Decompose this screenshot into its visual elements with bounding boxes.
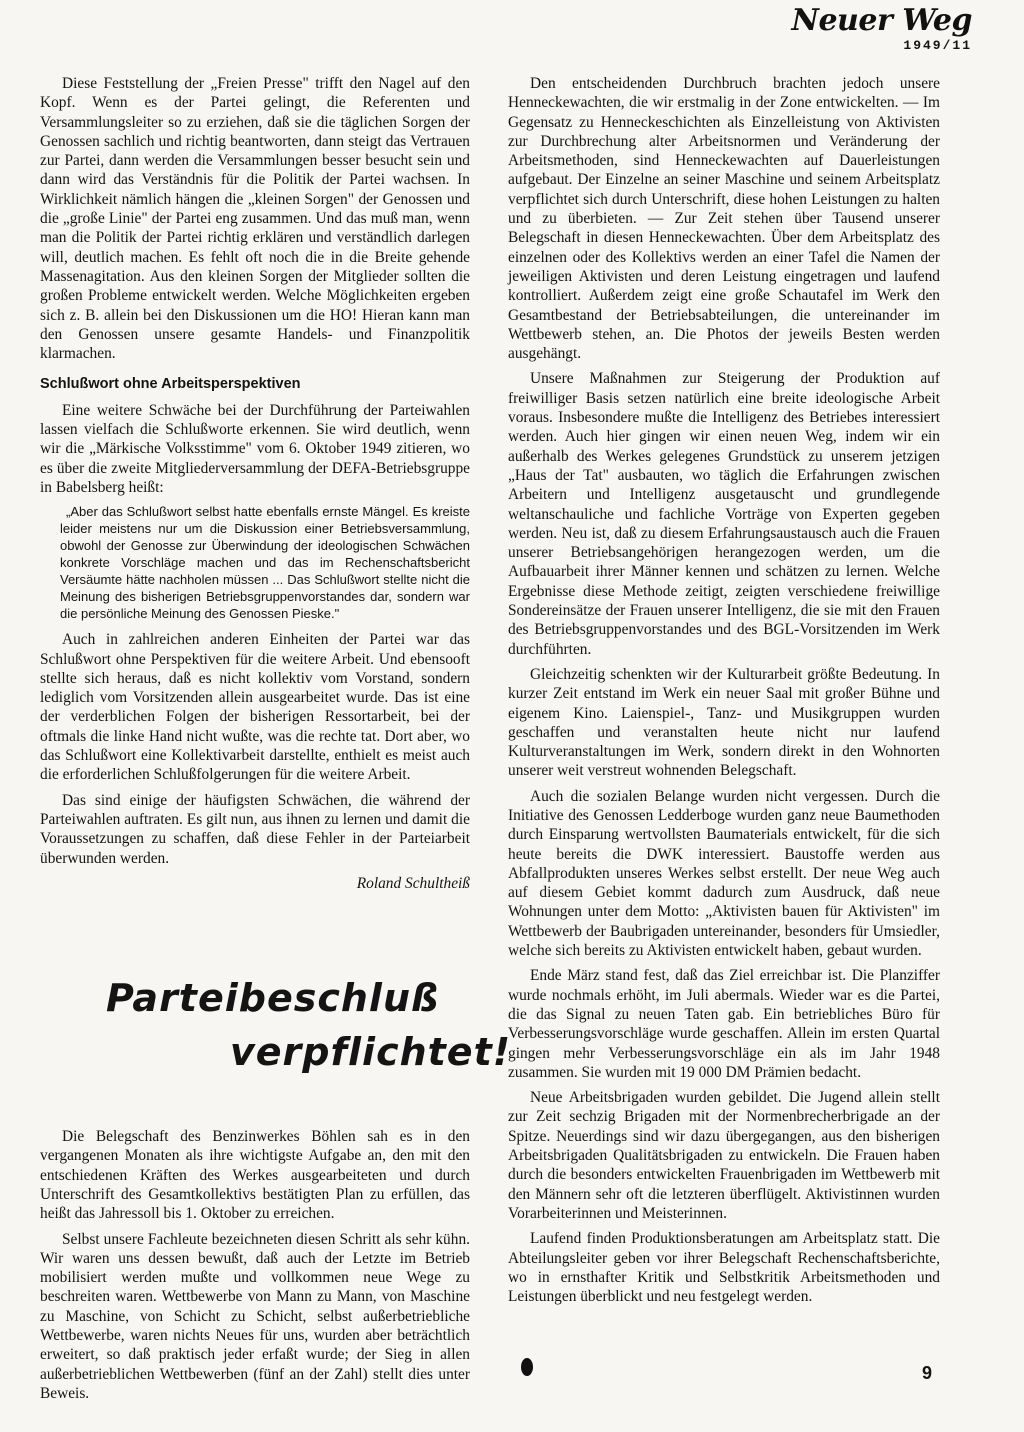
article-paragraph: Laufend finden Produktionsberatungen am Arbeitsplatz statt. Die Abteilungsleiter geben vor ihrer Belegschaft Rechenschaftsberichte, wo in ernsthafter Kritik und Selbstkritik Arbeitsmethoden und Leistungen überblickt und neu festgelegt werden.: [508, 1230, 940, 1306]
article-paragraph: Gleichzeitig schenkten wir der Kulturarbeit größte Bedeutung. In kurzer Zeit entstand im Werk ein neuer Saal mit großer Bühne und eigenem Kino. Laienspiel-, Tanz- und Musikgruppen wurden geschaffen und veranstalten heute nicht nur laufend Kulturveranstaltungen im Werk, sondern direkt in den Wohnorten unserer weit verstreut wohnenden Belegschaft.: [508, 665, 940, 780]
article-headline: [40, 971, 512, 1079]
right-column: [508, 74, 940, 1312]
headline-line-1: Parteibeschluß: [106, 976, 440, 1021]
article-paragraph: Unsere Maßnahmen zur Steigerung der Produktion auf freiwilliger Basis setzen natürlich eine breite ideologische Arbeit voraus. Insbesondere mußte die Intelligenz des Betriebes interessiert werden. Auch hier gingen wir einen neuen Weg, indem wir ein außerhalb des Werkes gelegenes Grundstück zu unserem jetzigen „Haus der Tat" ausbauten, wo täglich die Erfahrungen zwischen Arbeitern und Intelligenz ausgetauscht und grundlegende weltanschauliche und fachliche Vorträge von Experten gegeben werden. Neu ist, daß zu diesem Erfahrungsaustausch auch die Frauen unserer Betriebsangehörigen herangezogen werden, um die Aufbauarbeit ihrer Männer kennen und schätzen zu lernen. Welche Ergebnisse diese Methode zeitigt, zeigten verschiedene freiwillige Sondereinsätze der Frauen unserer Intelligenz, die sie mit den Frauen des Betriebsgruppenvorstandes und des BGL-Vorsitzenden im Werk durchführten.: [508, 370, 940, 658]
body-paragraph: Das sind einige der häufigsten Schwächen, die während der Parteiwahlen auftraten. Es gilt nun, aus ihnen zu lernen und damit die Voraussetzungen zu schaffen, daß diese Fehler in der Parteiarbeit überwunden werden.: [40, 791, 470, 867]
page-number: 9: [921, 1363, 932, 1383]
newspaper-quote: [60, 503, 470, 622]
article-paragraph: Den entscheidenden Durchbruch brachten jedoch unsere Henneckewachten, die wir erstmalig in der Zone entwickelten. — Im Gegensatz zu Henneckeschichten als Einzelleistung von Aktivisten zur Durchbrechung alter Arbeitsnormen und Veränderung der Arbeitsmethoden, sind Henneckewachten auf Dauerleistungen aufgebaut. Der Einzelne an seiner Maschine und seinem Arbeitsplatz verpflichtet sich durch Unterschrift, diese hohen Leistungen zu halten und zu überbieten. — Zur Zeit stehen über Tausend unserer Belegschaft in diesen Henneckewachten. Über dem Arbeitsplatz des einzelnen oder des Kollektivs werden an einer Tafel die Namen der jeweiligen Aktivisten und deren Leistung eingetragen und laufend kontrolliert. Außerdem zeigt eine große Schautafel im Werk den Gesamtbestand der Betriebsabteilungen, die untereinander im Wettbewerb stehen, an. Die Photos der jeweils Besten werden ausgehängt.: [508, 75, 940, 363]
headline-line-2: verpflichtet!: [230, 1030, 512, 1075]
article-paragraph: Die Belegschaft des Benzinwerkes Böhlen sah es in den vergangenen Monaten als ihre wichtigste Aufgabe an, den mit den entschiedenen Kräften des Werkes ausgearbeiteten und durch Unterschrift des Gesamtkollektivs bestätigten Plan zu erfüllen, das heißt das Jahressoll bis 1. Oktober zu erreichen.: [40, 1128, 470, 1223]
author-signature: Roland Schultheiß: [356, 874, 470, 892]
section-subheading: Schlußwort ohne Arbeitsperspektiven: [40, 376, 301, 393]
newspaper-logo: Neuer Weg: [791, 3, 972, 38]
left-column: [40, 74, 512, 1409]
body-paragraph: Auch in zahlreichen anderen Einheiten der Partei war das Schlußwort ohne Perspektiven für die weitere Arbeit. Und ebensooft stellte sich heraus, daß es nicht kollektiv vom Vorstand, sondern lediglich vom Vorsitzenden allein ausgearbeitet wurde. Das ist eine der verderblichen Folgen der bisherigen Ressortarbeit, bei der oftmals die linke Hand nicht wußte, was die rechte tat. Dort aber, wo das Schlußwort eine Kollektivarbeit darstellte, enthielt es meist auch die erforderlichen Schlußfolgerungen für die weitere Arbeit.: [40, 631, 470, 784]
article-paragraph: Neue Arbeitsbrigaden wurden gebildet. Die Jugend allein stellt zur Zeit sechzig Brigaden mit der Normenbrecherbrigade an der Spitze. Neuerdings sind wir dazu übergegangen, aus den bisherigen Arbeitsbrigaden Qualitätsbrigaden zu entwickeln. Die Frauen haben durch die besonders entwickelten Frauenbrigaden im Wettbewerb mit den Männern sehr oft die letzteren überflügelt. Aktivistinnen wurden Vorarbeiterinnen und Meisterinnen.: [508, 1089, 940, 1222]
ink-blot: [521, 1358, 533, 1376]
article-paragraph: Ende März stand fest, daß das Ziel erreichbar ist. Die Planziffer wurde nochmals erhöht, im Juli abermals. Wieder war es die Partei, die das Signal zu neuen Taten gab. Ein betriebliches Büro für Verbesserungsvorschläge wurde geschaffen. Allein im ersten Quartal gingen mehr Verbesserungsvorschläge ein als im Jahr 1948 zusammen. Sie wurden mit 19 000 DM Prämien bedacht.: [508, 967, 940, 1081]
masthead: [791, 3, 972, 53]
body-paragraph: Eine weitere Schwäche bei der Durchführung der Parteiwahlen lassen vielfach die Schlußworte erkennen. Sie wird deutlich, wenn wir die „Märkische Volksstimme" vom 6. Oktober 1949 zitieren, wo es über die zweite Mitgliederversammlung der DEFA-Betriebsgruppe in Babelsberg heißt:: [40, 401, 470, 496]
article-paragraph: Selbst unsere Fachleute bezeichneten diesen Schritt als sehr kühn. Wir waren uns dessen bewußt, daß auch der Letzte im Betrieb mobilisiert werden mußte und vollkommen neue Wege zu beschreiten waren. Wettbewerbe von Mann zu Mann, von Maschine zu Maschine, von Schicht zu Schicht, selbst außerbetriebliche Wettbewerbe, waren nichts Neues für uns, wurden aber beträchtlich erweitert, so daß praktisch jeder erfaßt wurde; der Sieg in allen außerbetrieblichen Wettbewerben (fünf an der Zahl) stellt dies unter Beweis.: [40, 1230, 470, 1402]
issue-number: 1949/11: [903, 38, 972, 53]
intro-paragraph: Diese Feststellung der „Freien Presse" trifft den Nagel auf den Kopf. Wenn es der Partei gelingt, die Referenten und Versammlungsleiter so zu erziehen, daß sie die täglichen Sorgen der Genossen sachlich und richtig beantworten, dann steigt das Vertrauen zur Partei, dann werden die Versammlungen besser besucht sein und dann wird das Verständnis für die Politik der Partei wachsen. In Wirklichkeit nämlich hängen die „kleinen Sorgen" der Genossen und die „große Linie" der Partei eng zusammen. Und das muß man, wenn man die Politik der Partei richtig erklären und verständlich darlegen will, deutlich machen. Es fehlt oft noch die in die Breite gehende Massenagitation. Aus den kleinen Sorgen der Mitglieder sollten die großen Probleme entwickelt werden. Welche Möglichkeiten ergeben sich z. B. allein bei den Diskussionen um die HO! Hieran kann man den Genossen unsere gesamte Handels- und Finanzpolitik klarmachen.: [40, 75, 470, 363]
quote-text: „Aber das Schlußwort selbst hatte ebenfalls ernste Mängel. Es kreiste leider meistens nur um die Diskussion einer Betriebsversammlung, obwohl der Genosse zur Überwindung der ideologischen Schwächen konkrete Vorschläge machen und das im Rechenschaftsbericht Versäumte hätte nachholen müssen ... Das Schlußwort stellte nicht die Meinung des bisherigen Betriebsgruppenvorstandes dar, sondern war die persönliche Meinung des Genossen Pieske.": [60, 504, 470, 622]
article-paragraph: Auch die sozialen Belange wurden nicht vergessen. Durch die Initiative des Genossen Ledderboge wurden ganz neue Baumethoden durch Einsparung wertvollsten Baumaterials entwickelt, für die sich heute bereits die DWK interessiert. Baustoffe werden aus Abfallprodukten unseres Werkes selbst erstellt. Der neue Weg auch auf diesem Gebiet kommt dadurch zum Ausdruck, daß neue Wohnungen unter dem Motto: „Aktivisten bauen für Aktivisten" im Wettbewerb der Baubrigaden untereinander, besonders für Umsiedler, welche sich bereits zu Aktivisten entwickelt haben, gebaut wurden.: [508, 787, 940, 960]
